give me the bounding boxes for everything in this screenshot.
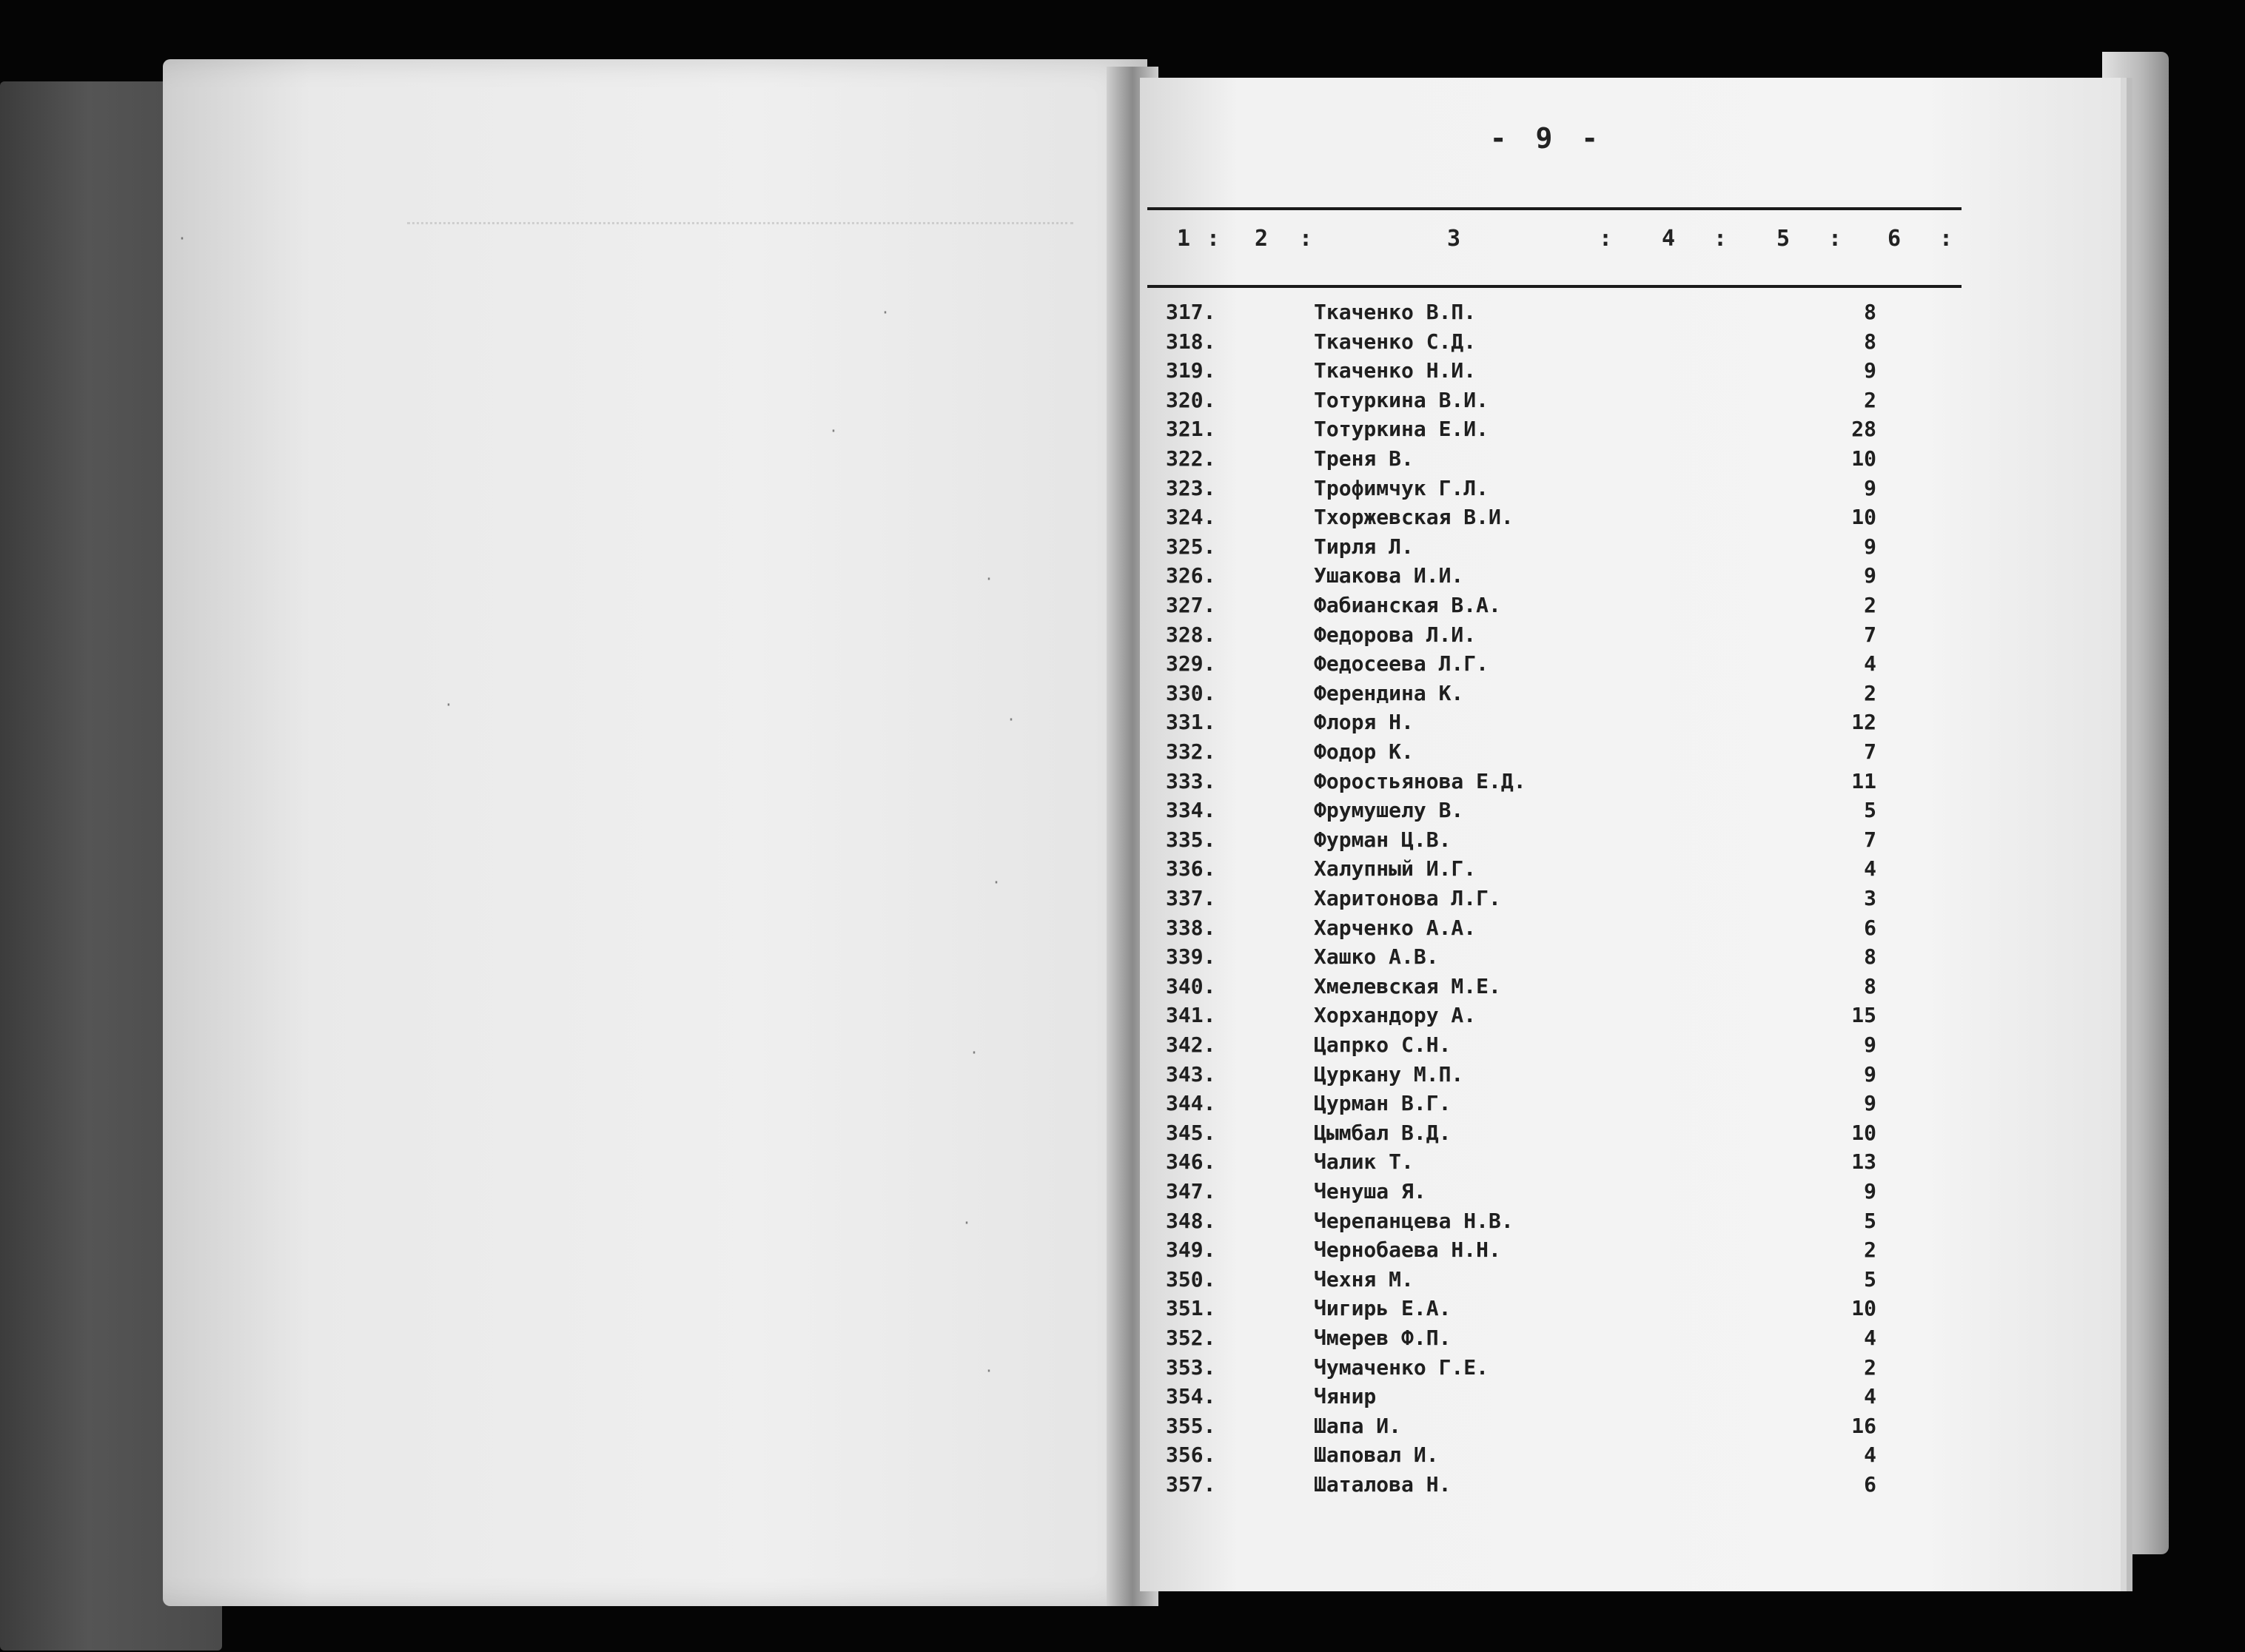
table-row (1166, 681, 1906, 711)
col-6-label: 6 (1887, 226, 1902, 252)
table-top-rule (1147, 207, 1962, 210)
table-row (1166, 1443, 1906, 1472)
col-2-label: 2 (1255, 226, 1269, 252)
person-name: Федорова Л.И. (1314, 622, 1477, 647)
bleed-through-line (407, 200, 1073, 224)
person-name: Хашко А.В. (1314, 944, 1439, 970)
table-header-rule (1147, 285, 1962, 288)
row-value: 10 (1851, 446, 1876, 471)
table-row (1166, 1209, 1906, 1238)
row-value: 5 (1864, 1266, 1876, 1292)
table-row (1166, 944, 1906, 974)
table-row (1166, 827, 1906, 857)
row-value: 9 (1864, 1061, 1876, 1087)
row-number: 329. (1166, 651, 1216, 676)
row-value: 8 (1864, 300, 1876, 324)
row-value: 4 (1864, 856, 1876, 882)
row-value: 9 (1864, 534, 1876, 559)
table-row (1166, 1472, 1906, 1502)
row-number: 357. (1166, 1472, 1216, 1497)
table-row (1166, 886, 1906, 916)
person-name: Тотуркина Е.И. (1314, 417, 1489, 442)
bleed-through-mark: · (992, 873, 1001, 891)
person-name: Ушакова И.И. (1314, 563, 1464, 588)
row-value: 9 (1864, 358, 1876, 383)
person-name: Черепанцева Н.В. (1314, 1208, 1514, 1233)
person-name: Харченко А.А. (1314, 915, 1477, 940)
person-name: Треня В. (1314, 446, 1414, 471)
row-value: 28 (1851, 417, 1876, 442)
row-number: 355. (1166, 1413, 1216, 1438)
row-value: 10 (1851, 505, 1876, 530)
table-row (1166, 593, 1906, 622)
row-number: 349. (1166, 1238, 1216, 1263)
table-row (1166, 476, 1906, 506)
bleed-through-mark: · (970, 1044, 979, 1061)
person-name: Ткаченко Н.И. (1314, 358, 1477, 383)
table-row (1166, 1326, 1906, 1355)
table-row (1166, 1384, 1906, 1414)
row-value: 12 (1851, 710, 1876, 735)
col-3-label: 3 (1447, 226, 1461, 252)
table-row (1166, 974, 1906, 1004)
person-name: Халупный И.Г. (1314, 856, 1477, 882)
row-number: 350. (1166, 1266, 1216, 1292)
page-number: - 9 - (1489, 122, 1605, 155)
row-value: 9 (1864, 475, 1876, 500)
person-name: Форостьянова Е.Д. (1314, 768, 1526, 793)
row-value: 9 (1864, 1179, 1876, 1203)
column-header (1170, 226, 1969, 263)
table-row (1166, 358, 1906, 388)
row-number: 332. (1166, 739, 1216, 764)
table-row (1166, 446, 1906, 476)
row-value: 7 (1864, 739, 1876, 764)
person-name: Чехня М. (1314, 1266, 1414, 1292)
person-name: Флоря Н. (1314, 710, 1414, 735)
row-number: 354. (1166, 1384, 1216, 1409)
row-number: 351. (1166, 1296, 1216, 1321)
row-number: 343. (1166, 1061, 1216, 1087)
table-row (1166, 329, 1906, 359)
row-value: 2 (1864, 593, 1876, 617)
col-separator: : (1599, 226, 1613, 252)
table-row (1166, 1267, 1906, 1297)
bleed-through-mark: · (984, 1362, 994, 1380)
person-name: Ферендина К. (1314, 680, 1464, 705)
row-number: 339. (1166, 944, 1216, 970)
table-row (1166, 505, 1906, 534)
table-row (1166, 563, 1906, 593)
person-name: Фрумушелу В. (1314, 798, 1464, 823)
person-name: Хмелевская М.Е. (1314, 973, 1501, 998)
row-number: 341. (1166, 1003, 1216, 1028)
person-name: Чигирь Е.А. (1314, 1296, 1452, 1321)
row-number: 352. (1166, 1326, 1216, 1350)
person-name: Чмерев Ф.П. (1314, 1326, 1452, 1350)
person-name: Хорхандору А. (1314, 1003, 1477, 1028)
person-name: Фабианская В.А. (1314, 593, 1501, 617)
table-row (1166, 1091, 1906, 1121)
row-number: 334. (1166, 798, 1216, 823)
col-separator: : (1299, 226, 1313, 252)
table-row (1166, 798, 1906, 827)
col-separator: : (1714, 226, 1728, 252)
table-row (1166, 1296, 1906, 1326)
table-row (1166, 534, 1906, 564)
table-row (1166, 1238, 1906, 1267)
row-value: 4 (1864, 1326, 1876, 1350)
table-row (1166, 388, 1906, 417)
row-number: 331. (1166, 710, 1216, 735)
person-name: Чянир (1314, 1384, 1377, 1409)
bleed-through-mark: · (1007, 711, 1016, 728)
row-number: 321. (1166, 417, 1216, 442)
row-value: 13 (1851, 1149, 1876, 1175)
table-row (1166, 417, 1906, 446)
table-row (1166, 1414, 1906, 1443)
row-number: 324. (1166, 505, 1216, 530)
row-number: 319. (1166, 358, 1216, 383)
table-row (1166, 856, 1906, 886)
row-value: 15 (1851, 1003, 1876, 1028)
row-value: 7 (1864, 622, 1876, 647)
bleed-through-mark: · (444, 696, 454, 713)
col-4-label: 4 (1662, 226, 1676, 252)
row-number: 330. (1166, 680, 1216, 705)
person-name: Ткаченко В.П. (1314, 300, 1477, 324)
person-name: Цуркану М.П. (1314, 1061, 1464, 1087)
row-value: 10 (1851, 1120, 1876, 1145)
row-value: 8 (1864, 973, 1876, 998)
row-number: 346. (1166, 1149, 1216, 1175)
col-separator: : (1207, 226, 1221, 252)
row-number: 347. (1166, 1179, 1216, 1203)
row-number: 322. (1166, 446, 1216, 471)
row-value: 9 (1864, 563, 1876, 588)
col-separator: : (1939, 226, 1953, 252)
table-row (1166, 739, 1906, 769)
row-value: 2 (1864, 1238, 1876, 1263)
row-number: 348. (1166, 1208, 1216, 1233)
row-number: 327. (1166, 593, 1216, 617)
person-name: Цапрко С.Н. (1314, 1032, 1452, 1057)
row-number: 353. (1166, 1354, 1216, 1380)
row-number: 333. (1166, 768, 1216, 793)
row-number: 325. (1166, 534, 1216, 559)
person-name: Цымбал В.Д. (1314, 1120, 1452, 1145)
row-number: 344. (1166, 1091, 1216, 1116)
row-number: 317. (1166, 300, 1216, 324)
person-name: Фодор К. (1314, 739, 1414, 764)
table-row (1166, 1062, 1906, 1092)
row-number: 345. (1166, 1120, 1216, 1145)
bleed-through-mark: · (984, 570, 994, 588)
table-row (1166, 300, 1906, 329)
row-value: 5 (1864, 1208, 1876, 1233)
row-number: 335. (1166, 827, 1216, 852)
left-page (163, 59, 1147, 1606)
table-row (1166, 710, 1906, 739)
table-row (1166, 769, 1906, 799)
table-row (1166, 651, 1906, 681)
bleed-through-mark: · (962, 1214, 972, 1232)
row-value: 4 (1864, 1384, 1876, 1409)
person-name: Трофимчук Г.Л. (1314, 475, 1489, 500)
person-name: Цурман В.Г. (1314, 1091, 1452, 1116)
row-number: 320. (1166, 387, 1216, 412)
table-row (1166, 916, 1906, 945)
bleed-through-mark: · (178, 229, 187, 247)
row-value: 3 (1864, 886, 1876, 910)
row-value: 2 (1864, 1354, 1876, 1380)
row-value: 4 (1864, 1443, 1876, 1468)
row-value: 7 (1864, 827, 1876, 852)
person-name: Чернобаева Н.Н. (1314, 1238, 1501, 1263)
table-row (1166, 622, 1906, 652)
person-name: Ткаченко С.Д. (1314, 329, 1477, 354)
person-name: Тотуркина В.И. (1314, 387, 1489, 412)
table-row (1166, 1032, 1906, 1062)
bleed-through-mark: · (881, 303, 890, 321)
table-row (1166, 1179, 1906, 1209)
row-value: 8 (1864, 329, 1876, 354)
row-value: 6 (1864, 915, 1876, 940)
row-number: 340. (1166, 973, 1216, 998)
person-name: Харитонова Л.Г. (1314, 886, 1501, 910)
table-row (1166, 1149, 1906, 1179)
row-number: 326. (1166, 563, 1216, 588)
person-name: Тхоржевская В.И. (1314, 505, 1514, 530)
row-number: 338. (1166, 915, 1216, 940)
row-value: 5 (1864, 798, 1876, 823)
table-row (1166, 1003, 1906, 1032)
row-value: 4 (1864, 651, 1876, 676)
row-value: 2 (1864, 680, 1876, 705)
person-name: Чумаченко Г.Е. (1314, 1354, 1489, 1380)
row-number: 336. (1166, 856, 1216, 882)
row-value: 2 (1864, 387, 1876, 412)
person-name: Шаповал И. (1314, 1443, 1439, 1468)
person-name: Фурман Ц.В. (1314, 827, 1452, 852)
row-number: 337. (1166, 886, 1216, 910)
row-value: 6 (1864, 1472, 1876, 1497)
person-name: Тирля Л. (1314, 534, 1414, 559)
row-value: 9 (1864, 1032, 1876, 1057)
bleed-through-mark: · (829, 422, 839, 440)
row-number: 323. (1166, 475, 1216, 500)
person-name: Ченуша Я. (1314, 1179, 1426, 1203)
row-number: 318. (1166, 329, 1216, 354)
row-number: 342. (1166, 1032, 1216, 1057)
person-name: Чалик Т. (1314, 1149, 1414, 1175)
row-value: 9 (1864, 1091, 1876, 1116)
row-value: 10 (1851, 1296, 1876, 1321)
person-name: Шапа И. (1314, 1413, 1402, 1438)
table-row (1166, 1355, 1906, 1385)
table-row (1166, 1121, 1906, 1150)
row-number: 356. (1166, 1443, 1216, 1468)
person-name: Федосеева Л.Г. (1314, 651, 1489, 676)
row-value: 16 (1851, 1413, 1876, 1438)
row-value: 8 (1864, 944, 1876, 970)
row-number: 328. (1166, 622, 1216, 647)
col-5-label: 5 (1776, 226, 1791, 252)
col-separator: : (1828, 226, 1842, 252)
person-name: Шаталова Н. (1314, 1472, 1452, 1497)
row-value: 11 (1851, 768, 1876, 793)
col-1-label: 1 (1177, 226, 1191, 252)
